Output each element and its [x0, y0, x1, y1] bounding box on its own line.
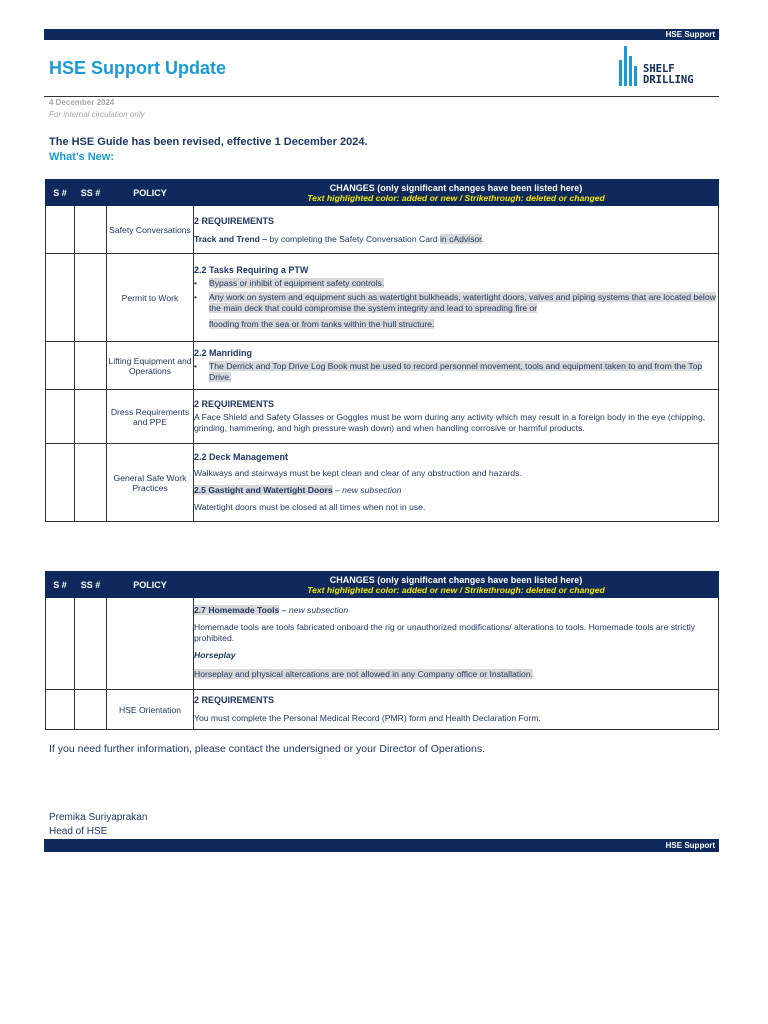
header-bar	[44, 29, 719, 40]
list-item-continued: flooding from the sea or from tanks within the hull structure.	[209, 318, 435, 329]
circulation-note: For internal circulation only	[49, 110, 145, 119]
change-heading: 2.2 Manriding	[194, 347, 253, 358]
footer-bar-label: HSE Support	[665, 841, 715, 850]
sub-heading: 2.5 Gastight and Watertight Doors – new subsection	[194, 485, 402, 495]
change-text: Track and Trend – by completing the Safety Conversation Card in cAdvisor.	[194, 233, 484, 244]
col-changes-note: Text highlighted color: added or new / Strikethrough: deleted or changed	[307, 584, 605, 595]
changes-cell	[194, 390, 719, 444]
policy-cell: General Safe Work Practices	[107, 444, 194, 522]
changes-cell	[194, 598, 719, 690]
changes-cell	[194, 690, 719, 730]
changes-table-1	[45, 179, 719, 522]
changes-table-2	[45, 571, 719, 730]
title-divider	[44, 96, 719, 97]
changes-cell	[194, 342, 719, 390]
col-s: S #	[46, 180, 75, 206]
policy-cell	[107, 598, 194, 690]
col-ss: SS #	[75, 572, 107, 598]
header-bar-label: HSE Support	[665, 30, 715, 39]
changes-cell	[194, 206, 719, 254]
table-row	[46, 390, 719, 444]
policy-cell: Permit to Work	[107, 254, 194, 342]
intro-statement: The HSE Guide has been revised, effective 1 December 2024.	[49, 136, 368, 148]
col-changes	[194, 572, 719, 598]
whats-new-heading: What’s New:	[49, 151, 114, 163]
table-header-row	[46, 572, 719, 598]
list-item: • The Derrick and Top Drive Log Book must be used to record personnel movement, tools and equipment taken to and from the Top Drive.	[194, 360, 703, 382]
changes-cell	[194, 254, 719, 342]
table-row	[46, 598, 719, 690]
change-text: A Face Shield and Safety Glasses or Goggles must be worn during any activity which may result in a foreign body in the eye (chipping, grinding, hammering, and high pressure wash down) and when handling corrosive or harmful products.	[194, 412, 706, 433]
change-text: Walkways and stairways must be kept clean and clear of any obstruction and hazards.	[194, 468, 522, 478]
change-heading: 2 REQUIREMENTS	[194, 215, 275, 226]
table-row	[46, 254, 719, 342]
table-header-row	[46, 180, 719, 206]
policy-cell: Dress Requirements and PPE	[107, 390, 194, 444]
change-text: Watertight doors must be closed at all times when not in use.	[194, 502, 426, 512]
signatory-name: Premika Suriyaprakan	[49, 812, 148, 823]
change-heading: 2.2 Deck Management	[194, 452, 289, 462]
changes-cell	[194, 444, 719, 522]
table-row	[46, 690, 719, 730]
col-s: S #	[46, 572, 75, 598]
footer-bar	[44, 839, 719, 852]
change-text: Homemade tools are tools fabricated onboard the rig or unauthorized modifications/ alterations to tools. Homemade tools are strictly prohibited.	[194, 621, 696, 643]
change-text: You must complete the Personal Medical Record (PMR) form and Health Declaration Form.	[194, 712, 541, 723]
col-changes-note: Text highlighted color: added or new / Strikethrough: deleted or changed	[307, 192, 605, 203]
issue-date: 4 December 2024	[49, 98, 115, 107]
list-item: • Bypass or inhibit of equipment safety controls.	[194, 277, 385, 288]
change-heading: 2.2 Tasks Requiring a PTW	[194, 264, 309, 275]
col-policy: POLICY	[107, 572, 194, 598]
signatory-role: Head of HSE	[49, 826, 108, 837]
col-changes	[194, 180, 719, 206]
table-row	[46, 444, 719, 522]
col-ss: SS #	[75, 180, 107, 206]
change-heading: 2 REQUIREMENTS	[194, 399, 275, 409]
col-changes-title: CHANGES (only significant changes have been listed here)	[329, 574, 583, 585]
policy-cell: Lifting Equipment and Operations	[107, 342, 194, 390]
col-policy: POLICY	[107, 180, 194, 206]
sub-heading: Horseplay	[194, 649, 236, 660]
change-text: Horseplay and physical altercations are not allowed in any Company office or Installation.	[194, 668, 534, 679]
table-row	[46, 342, 719, 390]
shelf-drilling-logo	[617, 46, 717, 90]
change-heading: 2 REQUIREMENTS	[194, 694, 275, 705]
closing-text: If you need further information, please contact the undersigned or your Director of Operations.	[49, 743, 485, 755]
col-changes-title: CHANGES (only significant changes have been listed here)	[329, 182, 583, 193]
list-item: • Any work on system and equipment such as watertight bulkheads, watertight doors, valves and piping systems that are located below the main deck that could compromise the system integrity and lead to spreading fire or	[194, 291, 716, 313]
policy-cell: HSE Orientation	[107, 690, 194, 730]
logo-line-1: SHELF	[643, 63, 675, 75]
logo-line-2: DRILLING	[643, 74, 694, 86]
policy-cell: Safety Conversations	[107, 206, 194, 254]
table-row	[46, 206, 719, 254]
page-title: HSE Support Update	[49, 58, 227, 78]
change-heading: 2.7 Homemade Tools – new subsection	[194, 604, 349, 615]
